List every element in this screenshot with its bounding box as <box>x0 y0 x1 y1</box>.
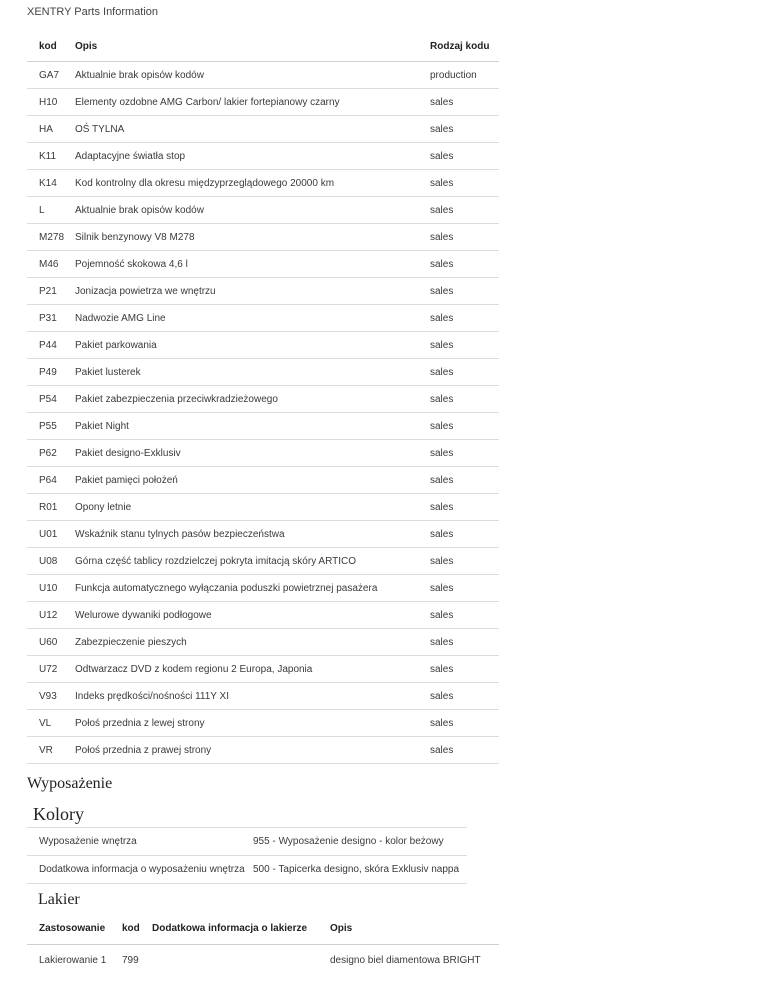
cell-kod: P21 <box>27 278 75 305</box>
table-row <box>27 332 499 359</box>
parts-table-header <box>27 31 499 62</box>
cell-opis: Aktualnie brak opisów kodów <box>75 62 430 89</box>
cell-kod: P49 <box>27 359 75 386</box>
kolory-table <box>27 827 467 884</box>
table-row <box>27 251 499 278</box>
cell-opis: Jonizacja powietrza we wnętrzu <box>75 278 430 305</box>
cell-opis: Połoś przednia z prawej strony <box>75 737 430 764</box>
kolory-table-body <box>27 828 467 884</box>
cell-kod: HA <box>27 116 75 143</box>
cell-kod: P64 <box>27 467 75 494</box>
cell-rodzaj-kodu: sales <box>430 251 499 278</box>
table-row <box>27 945 499 976</box>
table-row <box>27 548 499 575</box>
cell-rodzaj-kodu: sales <box>430 116 499 143</box>
header-kod: kod <box>27 31 75 62</box>
cell-value: 955 - Wyposażenie designo - kolor beżowy <box>253 828 467 856</box>
cell-rodzaj-kodu: sales <box>430 656 499 683</box>
table-row <box>27 170 499 197</box>
cell-rodzaj-kodu: sales <box>430 440 499 467</box>
cell-kod: H10 <box>27 89 75 116</box>
cell-opis: Nadwozie AMG Line <box>75 305 430 332</box>
cell-opis: Opony letnie <box>75 494 430 521</box>
table-row <box>27 521 499 548</box>
table-row <box>27 575 499 602</box>
cell-value: 500 - Tapicerka designo, skóra Exklusiv nappa <box>253 856 467 884</box>
table-row <box>27 305 499 332</box>
cell-kod: U60 <box>27 629 75 656</box>
table-row <box>27 143 499 170</box>
cell-rodzaj-kodu: sales <box>430 521 499 548</box>
cell-zastosowanie: Lakierowanie 1 <box>39 954 107 966</box>
cell-opis: Górna część tablicy rozdzielczej pokryta imitacją skóry ARTICO <box>75 548 430 575</box>
header-zastosowanie: Zastosowanie <box>27 912 122 945</box>
cell-opis: Welurowe dywaniki podłogowe <box>75 602 430 629</box>
cell-label: Wyposażenie wnętrza <box>27 828 253 856</box>
table-row <box>27 278 499 305</box>
table-row <box>27 737 499 764</box>
cell-opis: Zabezpieczenie pieszych <box>75 629 430 656</box>
cell-kod: K14 <box>27 170 75 197</box>
cell-kod: P62 <box>27 440 75 467</box>
cell-dodatkowa-informacja <box>152 945 330 976</box>
cell-kod: M46 <box>27 251 75 278</box>
header-kod: kod <box>122 912 152 945</box>
cell-kod: P44 <box>27 332 75 359</box>
table-row <box>27 602 499 629</box>
cell-opis: Indeks prędkości/nośności 111Y XI <box>75 683 430 710</box>
cell-kod: V93 <box>27 683 75 710</box>
cell-opis: designo biel diamentowa BRIGHT <box>330 954 481 966</box>
table-row <box>27 197 499 224</box>
section-heading-wyposazenie: Wyposażenie <box>27 775 113 792</box>
cell-opis: Pakiet parkowania <box>75 332 430 359</box>
section-heading-kolory: Kolory <box>33 804 84 824</box>
lakier-table <box>27 912 499 975</box>
cell-kod: VL <box>27 710 75 737</box>
cell-kod: U10 <box>27 575 75 602</box>
cell-kod: U12 <box>27 602 75 629</box>
table-row <box>27 494 499 521</box>
cell-rodzaj-kodu: sales <box>430 737 499 764</box>
cell-opis: Pakiet pamięci położeń <box>75 467 430 494</box>
cell-opis: Funkcja automatycznego wyłączania poduszki powietrznej pasażera <box>75 575 430 602</box>
app-title: XENTRY Parts Information <box>27 6 159 18</box>
cell-rodzaj-kodu: sales <box>430 548 499 575</box>
cell-kod: 799 <box>122 954 139 966</box>
table-row <box>27 440 499 467</box>
cell-rodzaj-kodu: sales <box>430 197 499 224</box>
table-row <box>27 116 499 143</box>
table-row <box>27 856 467 884</box>
cell-opis: Pakiet zabezpieczenia przeciwkradzieżowego <box>75 386 430 413</box>
cell-label: Dodatkowa informacja o wyposażeniu wnętrza <box>27 856 253 884</box>
cell-opis: Elementy ozdobne AMG Carbon/ lakier fortepianowy czarny <box>75 89 430 116</box>
cell-rodzaj-kodu: sales <box>430 386 499 413</box>
cell-opis: Pakiet designo-Exklusiv <box>75 440 430 467</box>
table-row <box>27 359 499 386</box>
lakier-table-header <box>27 912 499 945</box>
cell-rodzaj-kodu: sales <box>430 332 499 359</box>
cell-opis: Wskaźnik stanu tylnych pasów bezpieczeństwa <box>75 521 430 548</box>
section-heading-lakier: Lakier <box>38 891 80 908</box>
cell-opis: Pakiet Night <box>75 413 430 440</box>
table-row <box>27 629 499 656</box>
parts-table <box>27 31 499 764</box>
cell-kod: GA7 <box>27 62 75 89</box>
table-row <box>27 413 499 440</box>
table-row <box>27 656 499 683</box>
cell-rodzaj-kodu: production <box>430 62 499 89</box>
cell-rodzaj-kodu: sales <box>430 278 499 305</box>
cell-opis: Aktualnie brak opisów kodów <box>75 197 430 224</box>
cell-opis: Pakiet lusterek <box>75 359 430 386</box>
header-opis: Opis <box>75 31 430 62</box>
cell-rodzaj-kodu: sales <box>430 710 499 737</box>
table-row <box>27 89 499 116</box>
cell-opis: Odtwarzacz DVD z kodem regionu 2 Europa, Japonia <box>75 656 430 683</box>
cell-opis: OŚ TYLNA <box>75 116 430 143</box>
cell-kod: P54 <box>27 386 75 413</box>
cell-opis: Połoś przednia z lewej strony <box>75 710 430 737</box>
cell-rodzaj-kodu: sales <box>430 413 499 440</box>
cell-opis: Silnik benzynowy V8 M278 <box>75 224 430 251</box>
cell-kod: M278 <box>27 224 75 251</box>
cell-rodzaj-kodu: sales <box>430 359 499 386</box>
cell-rodzaj-kodu: sales <box>430 89 499 116</box>
cell-rodzaj-kodu: sales <box>430 170 499 197</box>
cell-rodzaj-kodu: sales <box>430 143 499 170</box>
cell-rodzaj-kodu: sales <box>430 224 499 251</box>
table-row <box>27 710 499 737</box>
parts-table-body <box>27 62 499 764</box>
header-rodzaj-kodu: Rodzaj kodu <box>430 31 499 62</box>
cell-kod: U01 <box>27 521 75 548</box>
cell-rodzaj-kodu: sales <box>430 467 499 494</box>
cell-rodzaj-kodu: sales <box>430 683 499 710</box>
cell-kod: L <box>27 197 75 224</box>
cell-rodzaj-kodu: sales <box>430 494 499 521</box>
cell-kod: P31 <box>27 305 75 332</box>
table-row <box>27 828 467 856</box>
cell-kod: VR <box>27 737 75 764</box>
cell-opis: Adaptacyjne światła stop <box>75 143 430 170</box>
cell-opis: Kod kontrolny dla okresu międzyprzeglądowego 20000 km <box>75 170 430 197</box>
cell-kod: R01 <box>27 494 75 521</box>
table-row <box>27 683 499 710</box>
table-row <box>27 386 499 413</box>
cell-kod: U08 <box>27 548 75 575</box>
lakier-table-body <box>27 945 499 976</box>
cell-kod: K11 <box>27 143 75 170</box>
cell-kod: P55 <box>27 413 75 440</box>
table-row <box>27 224 499 251</box>
table-row <box>27 62 499 89</box>
cell-kod: U72 <box>27 656 75 683</box>
cell-rodzaj-kodu: sales <box>430 629 499 656</box>
header-dodatkowa-informacja: Dodatkowa informacja o lakierze <box>152 912 330 945</box>
cell-rodzaj-kodu: sales <box>430 305 499 332</box>
header-opis: Opis <box>330 912 499 945</box>
cell-rodzaj-kodu: sales <box>430 575 499 602</box>
table-row <box>27 467 499 494</box>
cell-rodzaj-kodu: sales <box>430 602 499 629</box>
cell-opis: Pojemność skokowa 4,6 l <box>75 251 430 278</box>
